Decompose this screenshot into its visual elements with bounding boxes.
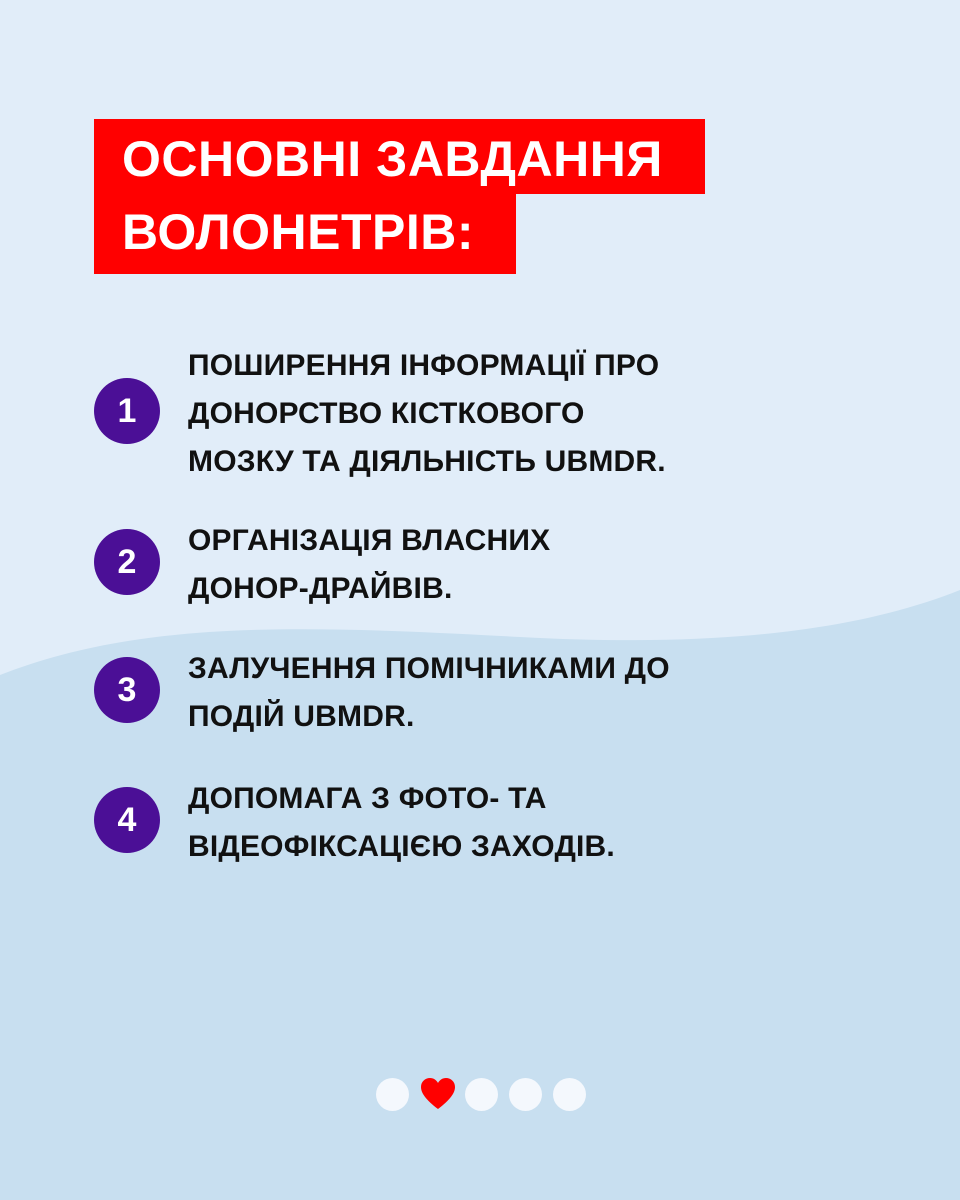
- task-text: ДОПОМАГА З ФОТО- ТА ВІДЕОФІКСАЦІЄЮ ЗАХОДІВ.: [188, 782, 615, 863]
- number-badge: 2: [94, 529, 160, 595]
- task-item-2: [94, 524, 788, 613]
- pagination-dot[interactable]: [465, 1078, 498, 1111]
- number-badge: 4: [94, 787, 160, 853]
- page-title: [94, 119, 705, 274]
- title-line-1: ОСНОВНІ ЗАВДАННЯ: [94, 119, 705, 194]
- task-text: ПОШИРЕННЯ ІНФОРМАЦІЇ ПРО ДОНОРСТВО КІСТКОВОГО МОЗКУ ТА ДІЯЛЬНІСТЬ UBMDR.: [188, 349, 666, 478]
- pagination-dots: [376, 1077, 597, 1111]
- task-text: ОРГАНІЗАЦІЯ ВЛАСНИХ ДОНОР-ДРАЙВІВ.: [188, 524, 551, 605]
- task-item-3: [94, 652, 788, 741]
- task-item-1: [94, 349, 788, 486]
- task-item-4: [94, 782, 788, 871]
- number-badge: 1: [94, 378, 160, 444]
- task-text: ЗАЛУЧЕННЯ ПОМІЧНИКАМИ ДО ПОДІЙ UBMDR.: [188, 652, 670, 733]
- number-badge: 3: [94, 657, 160, 723]
- pagination-dot[interactable]: [376, 1078, 409, 1111]
- heart-icon[interactable]: [420, 1077, 456, 1111]
- pagination-dot[interactable]: [553, 1078, 586, 1111]
- pagination-dot[interactable]: [509, 1078, 542, 1111]
- title-line-2: ВОЛОНЕТРІВ:: [94, 194, 516, 274]
